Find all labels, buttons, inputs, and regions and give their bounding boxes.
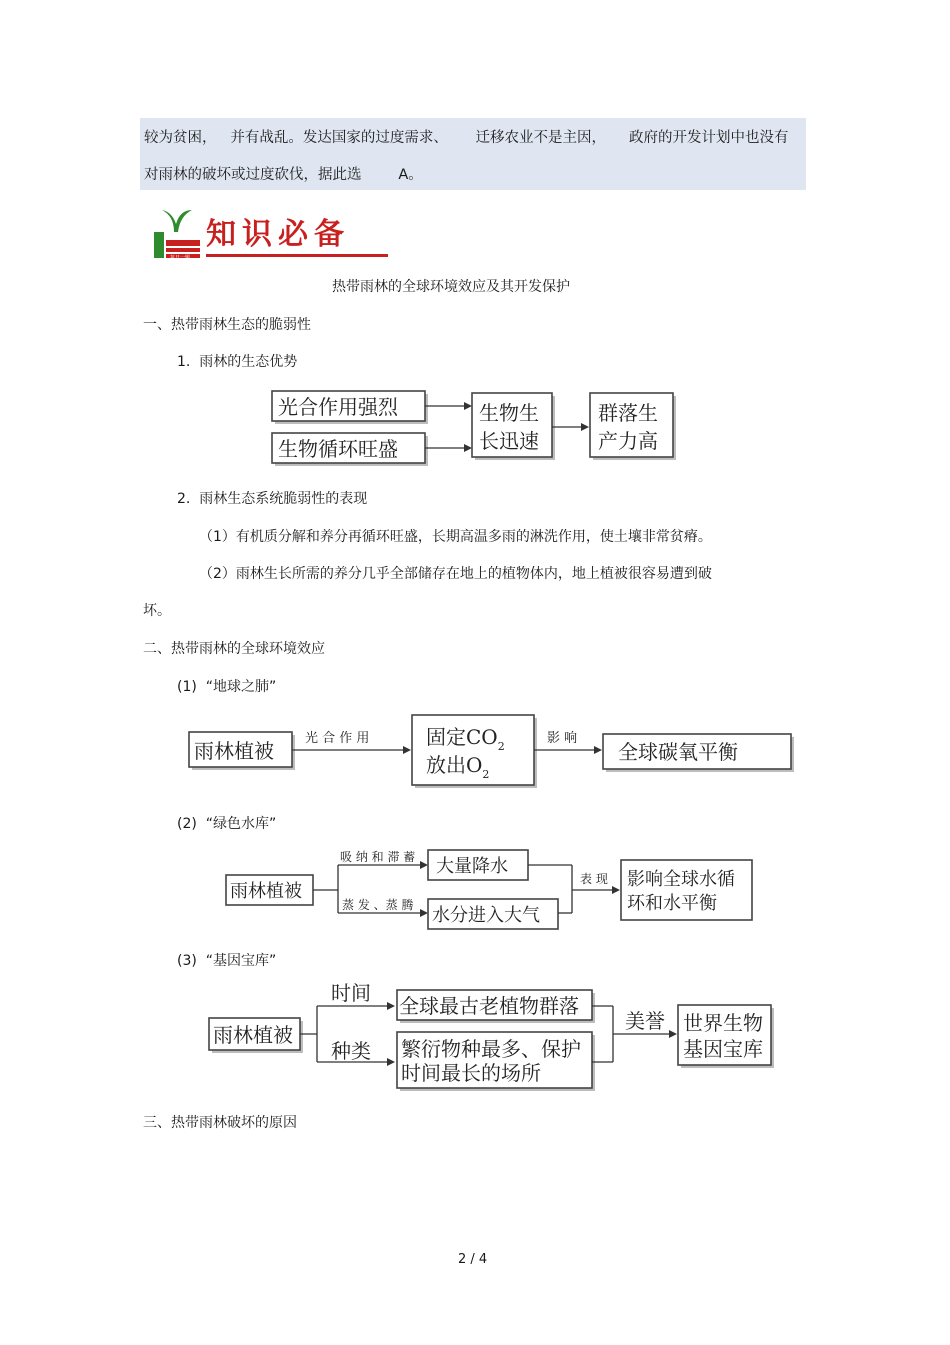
section-2-heading: 二、热带雨林的全球环境效应 (143, 641, 325, 657)
page-number: 2 / 4 (458, 1252, 488, 1267)
section-2-sub-3: (3) “基因宝库” (177, 953, 277, 969)
box-rainforest-1: 雨林植被 (194, 739, 274, 763)
box-rainforest-3: 雨林植被 (213, 1023, 293, 1047)
label-influence: 影 响 (547, 731, 578, 746)
box-growth-line2: 长迅速 (479, 429, 539, 453)
box-species-line1: 繁衍物种最多、保护 (401, 1037, 581, 1061)
sprout-book-icon (154, 210, 200, 258)
banner-title: 知识必备 (206, 217, 350, 252)
box-water-cycle-line2: 环和水平衡 (627, 893, 717, 914)
section-1-sub-2: 2. 雨林生态系统脆弱性的表现 (177, 491, 368, 507)
box-water-into-air: 水分进入大气 (432, 905, 540, 926)
box-growth-line1: 生物生 (479, 401, 539, 425)
section-2-sub-1: (1) “地球之肺” (177, 679, 277, 695)
section-3-heading: 三、热带雨林破坏的原因 (143, 1115, 297, 1131)
box-gene-bank-line2: 基因宝库 (683, 1037, 763, 1061)
label-photosynthesis: 光 合 作 用 (305, 731, 370, 746)
doc-title: 热带雨林的全球环境效应及其开发保护 (332, 279, 570, 295)
paragraph-2b: 坏。 (143, 603, 171, 619)
box-carbon-oxygen-balance: 全球碳氧平衡 (618, 740, 738, 764)
answer-explanation-box (140, 118, 806, 190)
box-productivity-line1: 群落生 (598, 401, 658, 425)
label-species: 种类 (331, 1039, 371, 1063)
label-reputation: 美誉 (625, 1009, 665, 1033)
answer-line-2: 对雨林的破坏或过度砍伐，据此选 A。 (144, 167, 423, 183)
diagram-green-reservoir (222, 845, 762, 930)
label-time: 时间 (331, 981, 371, 1005)
label-manifest: 表 现 (580, 872, 608, 886)
diagram-gene-bank (205, 980, 780, 1092)
box-oldest-plant-community: 全球最古老植物群落 (399, 994, 579, 1018)
knowledge-banner (148, 202, 393, 262)
box-gene-bank-line1: 世界生物 (683, 1011, 763, 1035)
section-1-sub-1: 1. 雨林的生态优势 (177, 354, 298, 370)
label-evaporation: 蒸 发 、蒸 腾 (342, 898, 414, 912)
section-2-sub-2: (2) “绿色水库” (177, 816, 277, 832)
box-heavy-rain: 大量降水 (436, 856, 508, 877)
answer-line-1: 较为贫困， 并有战乱。发达国家的过度需求、 迁移农业不是主因， 政府的开发计划中也没有 (144, 130, 789, 146)
diagram-earth-lung (180, 710, 800, 795)
box-species-line2: 时间最长的场所 (401, 1061, 541, 1085)
diagram-ecological-advantage (262, 385, 682, 470)
box-release-o2: 放出$O_2$ (426, 753, 490, 781)
label-absorb-store: 吸 纳 和 滞 蓄 (340, 850, 416, 864)
box-water-cycle-line1: 影响全球水循 (627, 869, 735, 890)
banner-small-text: 每日一题 (170, 255, 191, 261)
box-biocycle: 生物循环旺盛 (278, 437, 398, 461)
section-1-heading: 一、热带雨林生态的脆弱性 (143, 317, 311, 333)
box-rainforest-2: 雨林植被 (230, 881, 302, 902)
box-productivity-line2: 产力高 (598, 429, 658, 453)
box-fix-co2: 固定$CO_2$ (426, 725, 505, 753)
box-photosynthesis: 光合作用强烈 (278, 395, 398, 419)
paragraph-1: （1）有机质分解和养分再循环旺盛，长期高温多雨的淋洗作用，使土壤非常贫瘠。 (199, 529, 712, 545)
paragraph-2a: （2）雨林生长所需的养分几乎全部储存在地上的植物体内，地上植被很容易遭到破 (199, 566, 712, 582)
